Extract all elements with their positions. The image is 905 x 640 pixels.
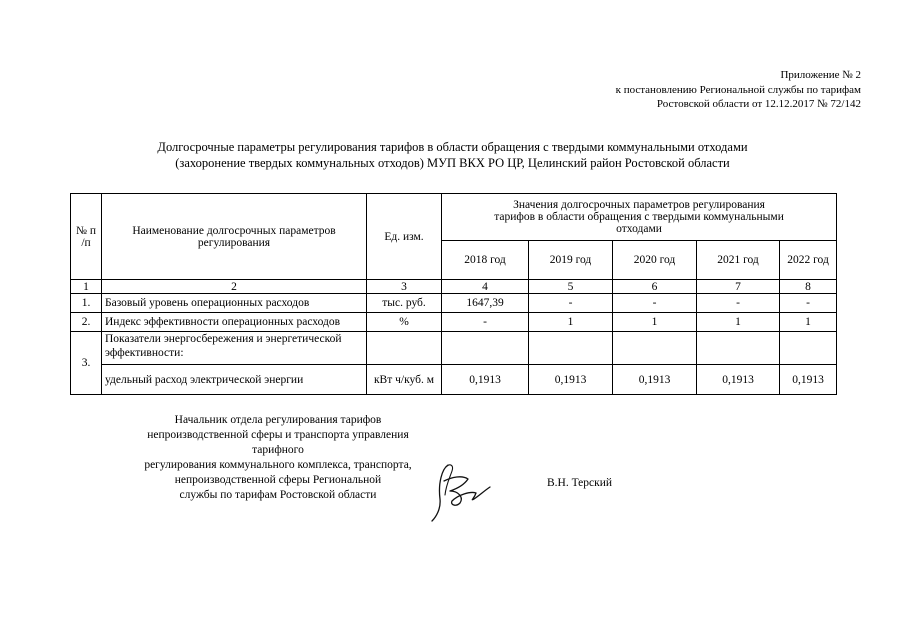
header-year: 2020 год — [613, 241, 697, 280]
title-line-1: Долгосрочные параметры регулирования тарифов в области обращения с твердыми коммунальными отходами — [157, 140, 748, 154]
title-line-2: (захоронение твердых коммунальных отходов) МУП ВКХ РО ЦР, Целинский район Ростовской области — [175, 156, 730, 170]
row-value: 1 — [613, 313, 697, 332]
header-year: 2019 год — [529, 241, 613, 280]
header-num: № п /п — [71, 194, 102, 280]
header-row — [71, 194, 837, 241]
row-value: 0,1913 — [697, 365, 780, 395]
header-year: 2022 год — [780, 241, 837, 280]
row-number: 2. — [71, 313, 102, 332]
row-unit: % — [367, 313, 442, 332]
row-value: 0,1913 — [442, 365, 529, 395]
position-line: Начальник отдела регулирования тарифов — [174, 414, 382, 426]
column-number: 5 — [529, 280, 613, 294]
position-line: непроизводственной сферы и транспорта управления тарифного — [147, 429, 409, 456]
row-name: Базовый уровень операционных расходов — [102, 294, 367, 313]
row-unit: тыс. руб. — [367, 294, 442, 313]
empty-cell — [697, 332, 780, 365]
table-row — [71, 332, 837, 365]
column-number: 1 — [71, 280, 102, 294]
row-name: Индекс эффективности операционных расходов — [102, 313, 367, 332]
appendix-number: Приложение № 2 — [780, 69, 861, 81]
row-value: 1 — [780, 313, 837, 332]
column-number: 2 — [102, 280, 367, 294]
header-values-group: Значения долгосрочных параметров регулирования тарифов в области обращения с твердыми коммунальными отходами — [442, 194, 837, 241]
appendix-header — [616, 68, 861, 112]
row-value: - — [780, 294, 837, 313]
column-number: 6 — [613, 280, 697, 294]
position-line: службы по тарифам Ростовской области — [179, 489, 377, 501]
empty-cell — [780, 332, 837, 365]
row-value: - — [442, 313, 529, 332]
header-year: 2018 год — [442, 241, 529, 280]
row-value: 1647,39 — [442, 294, 529, 313]
row-value: - — [697, 294, 780, 313]
appendix-reference: к постановлению Региональной службы по тарифам — [615, 83, 861, 96]
row-value: 0,1913 — [529, 365, 613, 395]
row-value: 1 — [529, 313, 613, 332]
row-value: 1 — [697, 313, 780, 332]
table-row — [71, 365, 837, 395]
row-group-name: Показатели энергосбережения и энергетической эффективности: — [102, 332, 367, 365]
signer-name: В.Н. Терский — [547, 477, 613, 489]
row-value: - — [529, 294, 613, 313]
column-number: 3 — [367, 280, 442, 294]
column-number: 7 — [697, 280, 780, 294]
header-unit: Ед. изм. — [367, 194, 442, 280]
column-number: 4 — [442, 280, 529, 294]
table-row — [71, 313, 837, 332]
row-number: 1. — [71, 294, 102, 313]
empty-cell — [442, 332, 529, 365]
row-value: - — [613, 294, 697, 313]
empty-cell — [529, 332, 613, 365]
header-year: 2021 год — [697, 241, 780, 280]
position-line: непроизводственной сферы Региональной — [174, 474, 382, 486]
row-number: 3. — [71, 332, 102, 395]
document-title — [0, 139, 905, 171]
row-name: удельный расход электрической энергии — [102, 365, 367, 395]
table-row — [71, 294, 837, 313]
column-numbers-row — [71, 280, 837, 294]
row-unit: кВт ч/куб. м — [367, 365, 442, 395]
appendix-date: Ростовской области от 12.12.2017 № 72/142 — [656, 98, 861, 110]
empty-cell — [367, 332, 442, 365]
row-value: 0,1913 — [613, 365, 697, 395]
signature-image — [428, 455, 498, 525]
empty-cell — [613, 332, 697, 365]
column-number: 8 — [780, 280, 837, 294]
header-name: Наименование долгосрочных параметров регулирования — [102, 194, 367, 280]
signatory-position — [128, 413, 428, 503]
row-value: 0,1913 — [780, 365, 837, 395]
position-line: регулирования коммунального комплекса, транспорта, — [144, 459, 412, 471]
parameters-table — [70, 193, 837, 395]
